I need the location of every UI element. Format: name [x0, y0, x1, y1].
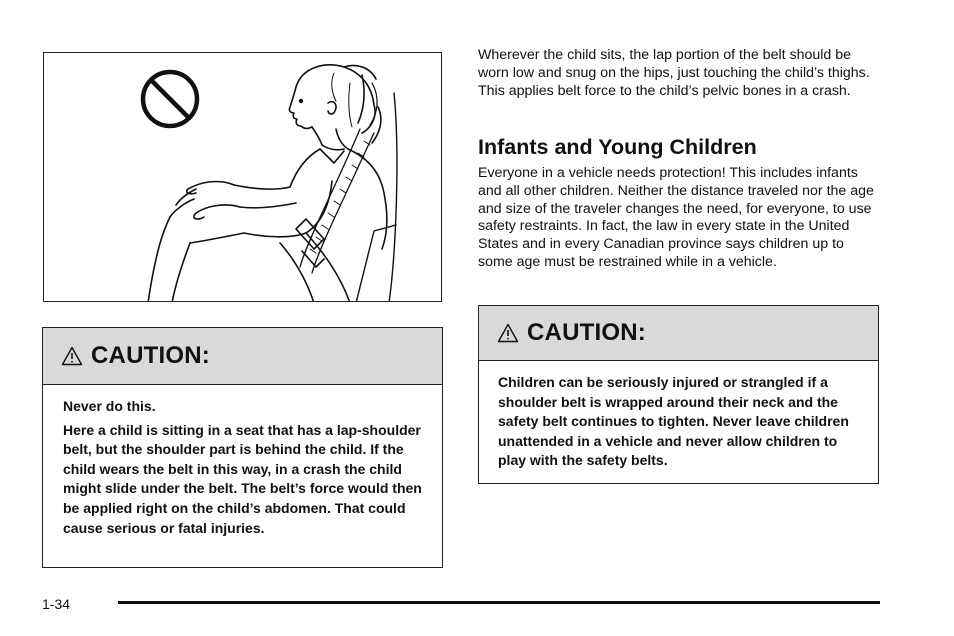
section-heading: Infants and Young Children	[478, 135, 757, 159]
warning-triangle-icon	[61, 346, 83, 366]
caution-header	[479, 306, 878, 361]
illustration-child-belt-behind	[43, 52, 442, 302]
caution-box-right	[478, 305, 879, 484]
intro-paragraph: Wherever the child sits, the lap portion of the belt should be worn low and snug on the hips, just touching the child’s thighs. This applies belt force to the child’s pelvic bones in a crash.	[478, 47, 870, 99]
prohibition-icon	[143, 72, 197, 126]
caution-header	[43, 328, 442, 385]
caution-title: CAUTION:	[527, 319, 646, 346]
infants-paragraph: Everyone in a vehicle needs protection! This includes infants and all other children. Neither the distance traveled nor the age and size of the traveler changes the need, for everyone, to use safety restraints. In fact, the law in every state in the United States and in every Canadian province says children up to some age must be restrained while in a vehicle.	[478, 165, 874, 270]
warning-triangle-icon	[497, 323, 519, 343]
caution-paragraph: Children can be seriously injured or strangled if a shoulder belt is wrapped around their neck and the safety belt continues to tighten. Never leave children unattended in a vehicle and never allow children to play with the safety belts.	[498, 374, 849, 469]
page-number: 1-34	[42, 596, 71, 612]
caution-body	[479, 361, 878, 471]
caution-paragraph: Never do this.	[63, 398, 156, 414]
caution-body	[43, 385, 442, 538]
caution-title: CAUTION:	[91, 342, 210, 369]
caution-paragraph: Here a child is sitting in a seat that has a lap-shoulder belt, but the shoulder part is behind the child. If the child wears the belt in this way, in a crash the child might slide under the belt. The belt’s force would then be applied right on the child’s abdomen. That could cause serious or fatal injuries.	[63, 421, 422, 536]
caution-box-left	[42, 327, 443, 568]
footer-divider	[118, 601, 880, 604]
